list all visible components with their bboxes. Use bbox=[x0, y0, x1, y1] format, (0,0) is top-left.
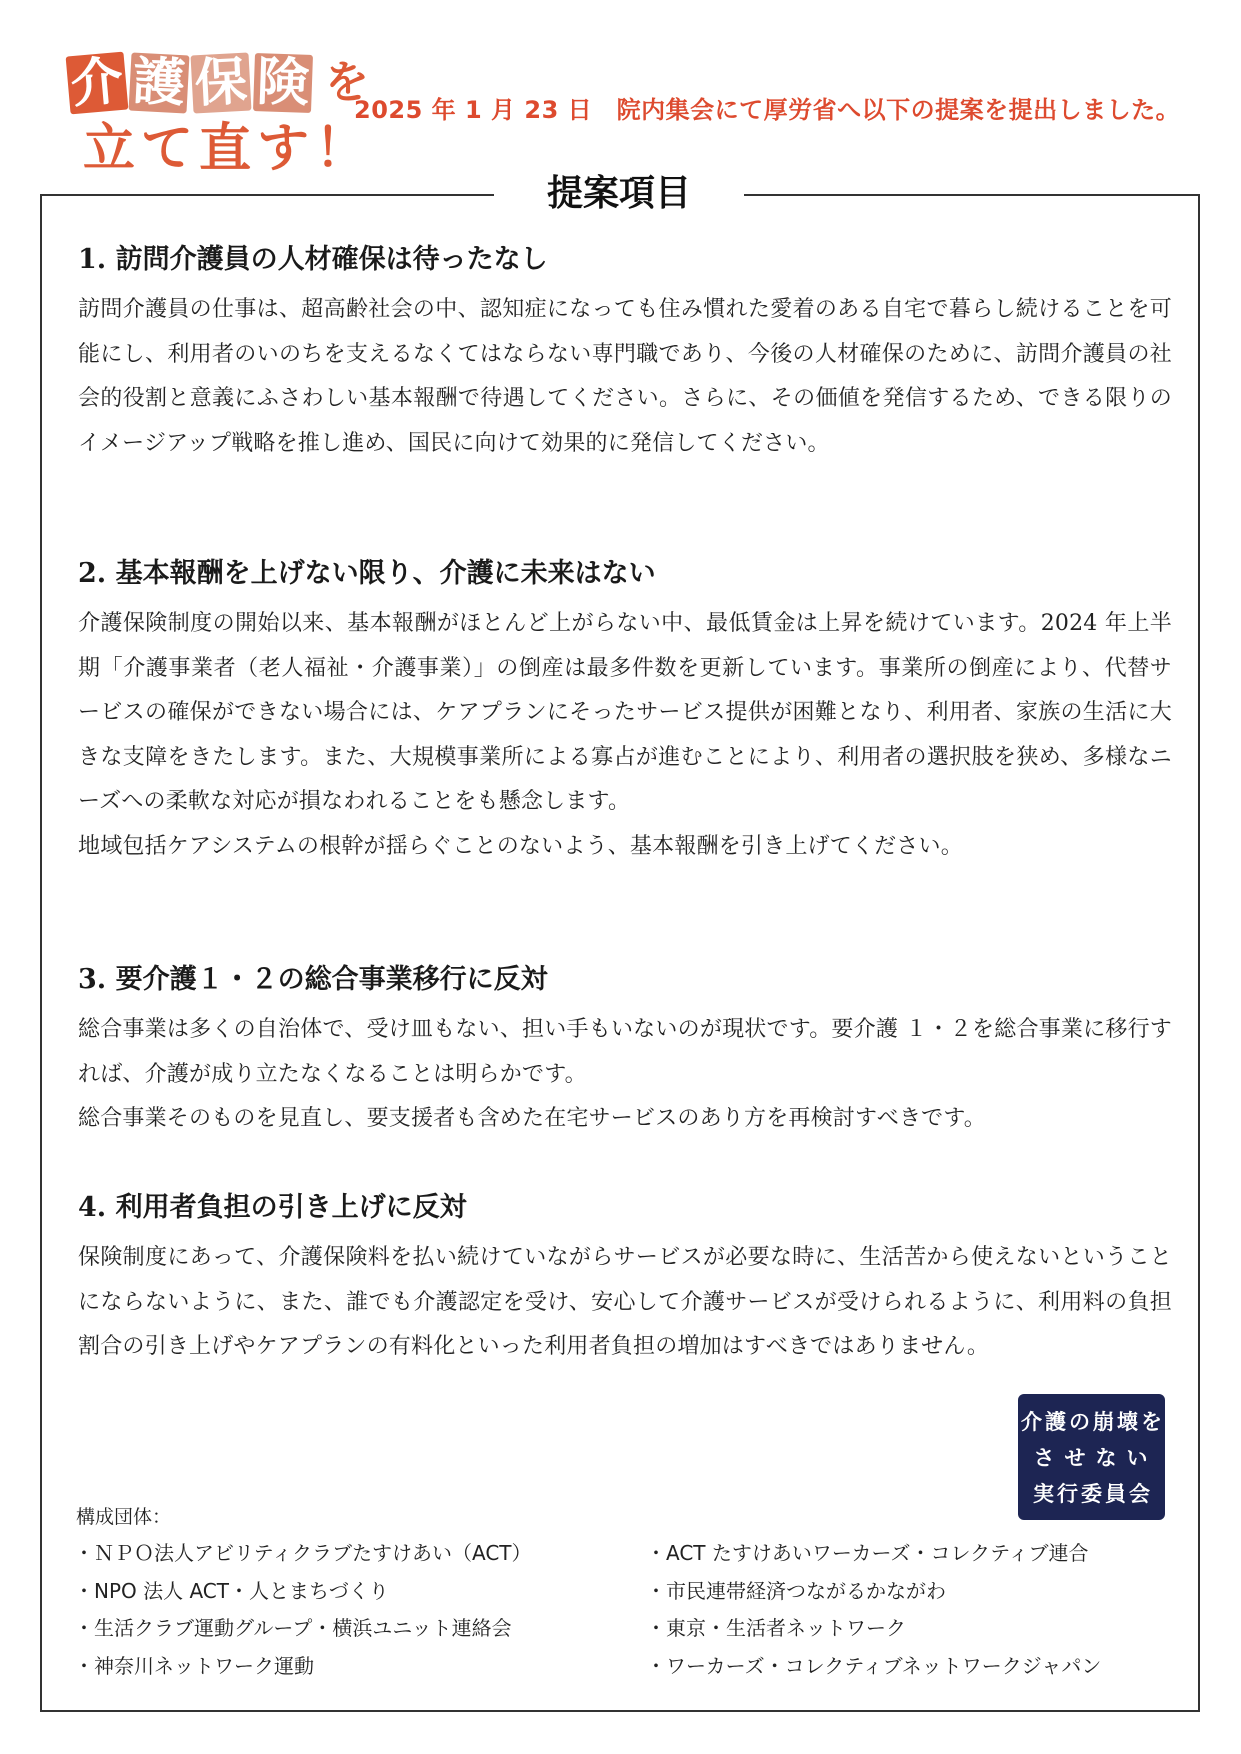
badge-line: させない bbox=[1033, 1446, 1158, 1470]
member-item: ・神奈川ネットワーク運動 bbox=[74, 1653, 314, 1678]
logo-char: す bbox=[256, 119, 309, 179]
section-title: 1. 訪問介護員の人材確保は待ったなし bbox=[78, 244, 548, 275]
section-paragraph: 総合事業そのものを見直し、要支援者も含めた在宅サービスのあり方を再検討すべきです。 bbox=[78, 1106, 987, 1131]
member-item: ・生活クラブ運動グループ・横浜ユニット連絡会 bbox=[74, 1616, 512, 1640]
logo-char: を bbox=[325, 57, 369, 108]
badge-line: 介護の崩壊を bbox=[1021, 1410, 1165, 1434]
member-item: ・ACT たすけあいワーカーズ・コレクティブ連合 bbox=[646, 1541, 1089, 1565]
member-item: ・NPO 法人 ACT・人とまちづくり bbox=[74, 1578, 389, 1603]
header-date-line: 2025 年 1 月 23 日 院内集会にて厚労省へ以下の提案を提出しました。 bbox=[354, 96, 1181, 124]
member-item: ・東京・生活者ネットワーク bbox=[646, 1616, 906, 1640]
member-item: ・ＮＰＯ法人アビリティクラブたすけあい（ACT） bbox=[74, 1541, 532, 1565]
section-title: 4. 利用者負担の引き上げに反対 bbox=[78, 1192, 467, 1223]
member-item: ・市民連帯経済つながるかながわ bbox=[646, 1578, 946, 1603]
committee-badge bbox=[1018, 1394, 1165, 1520]
logo-char: 護 bbox=[129, 53, 190, 114]
section-paragraph: 地域包括ケアシステムの根幹が揺らぐことのないよう、基本報酬を引き上げてください。 bbox=[78, 833, 963, 859]
logo-char: ！ bbox=[314, 119, 367, 179]
frame-title: 提案項目 bbox=[494, 171, 744, 215]
member-item: ・ワーカーズ・コレクティブネットワークジャパン bbox=[646, 1653, 1102, 1678]
logo-char: て bbox=[140, 119, 193, 179]
logo-char: 険 bbox=[253, 53, 313, 113]
section-title: 3. 要介護１・２の総合事業移行に反対 bbox=[78, 964, 548, 995]
members-list-left bbox=[74, 1535, 532, 1685]
logo bbox=[68, 36, 369, 179]
logo-char: 保 bbox=[191, 53, 252, 114]
logo-char: 立 bbox=[82, 119, 135, 179]
section-paragraph: 介護保険制度の開始以来、基本報酬がほとんど上がらない中、最低賃金は上昇を続けています。2024 年上半期「介護事業者（老人福祉・介護事業）」の倒産は最多件数を更新しています。事業所の倒産により、代替サービスの確保ができない場合には、ケアプランにそったサービス提供が困難となり、利用者、家族の生活に大きな支障をきたします。また、大規模事業所による寡占が進むことにより、利用者の選択肢を狭め、多様なニーズへの柔軟な対応が損なわれることをも懸念します。 bbox=[78, 611, 1172, 814]
proposal-section-1 bbox=[78, 240, 1172, 466]
section-paragraph: 保険制度にあって、介護保険料を払い続けていながらサービスが必要な時に、生活苦から使えないということにならないように、また、誰でも介護認定を受け、安心して介護サービスが受けられるように、利用料の負担割合の引き上げやケアプランの有料化といった利用者負担の増加はすべきではありません。 bbox=[78, 1245, 1172, 1359]
proposal-section-2 bbox=[78, 554, 1172, 869]
section-paragraph: 訪問介護員の仕事は、超高齢社会の中、認知症になっても住み慣れた愛着のある自宅で暮らし続けることを可能にし、利用者のいのちを支えるなくてはならない専門職であり、今後の人材確保のために、訪問介護員の社会的役割と意義にふさわしい基本報酬で待遇してください。さらに、その価値を発信するため、できる限りのイメージアップ戦略を推し進め、国民に向けて効果的に発信してください。 bbox=[78, 297, 1172, 456]
members-label: 構成団体： bbox=[76, 1506, 172, 1528]
members-list-right bbox=[646, 1535, 1101, 1685]
logo-char: 直 bbox=[198, 119, 251, 179]
logo-char: 介 bbox=[66, 52, 129, 115]
proposal-section-4 bbox=[78, 1188, 1172, 1370]
badge-line: 実行委員会 bbox=[1033, 1482, 1153, 1506]
proposal-section-3 bbox=[78, 960, 1172, 1142]
section-paragraph: 総合事業は多くの自治体で、受け皿もない、担い手もいないのが現状です。要介護 １・２を総合事業に移行すれば、介護が成り立たなくなることは明らかです。 bbox=[78, 1017, 1172, 1087]
section-title: 2. 基本報酬を上げない限り、介護に未来はない bbox=[78, 558, 656, 589]
